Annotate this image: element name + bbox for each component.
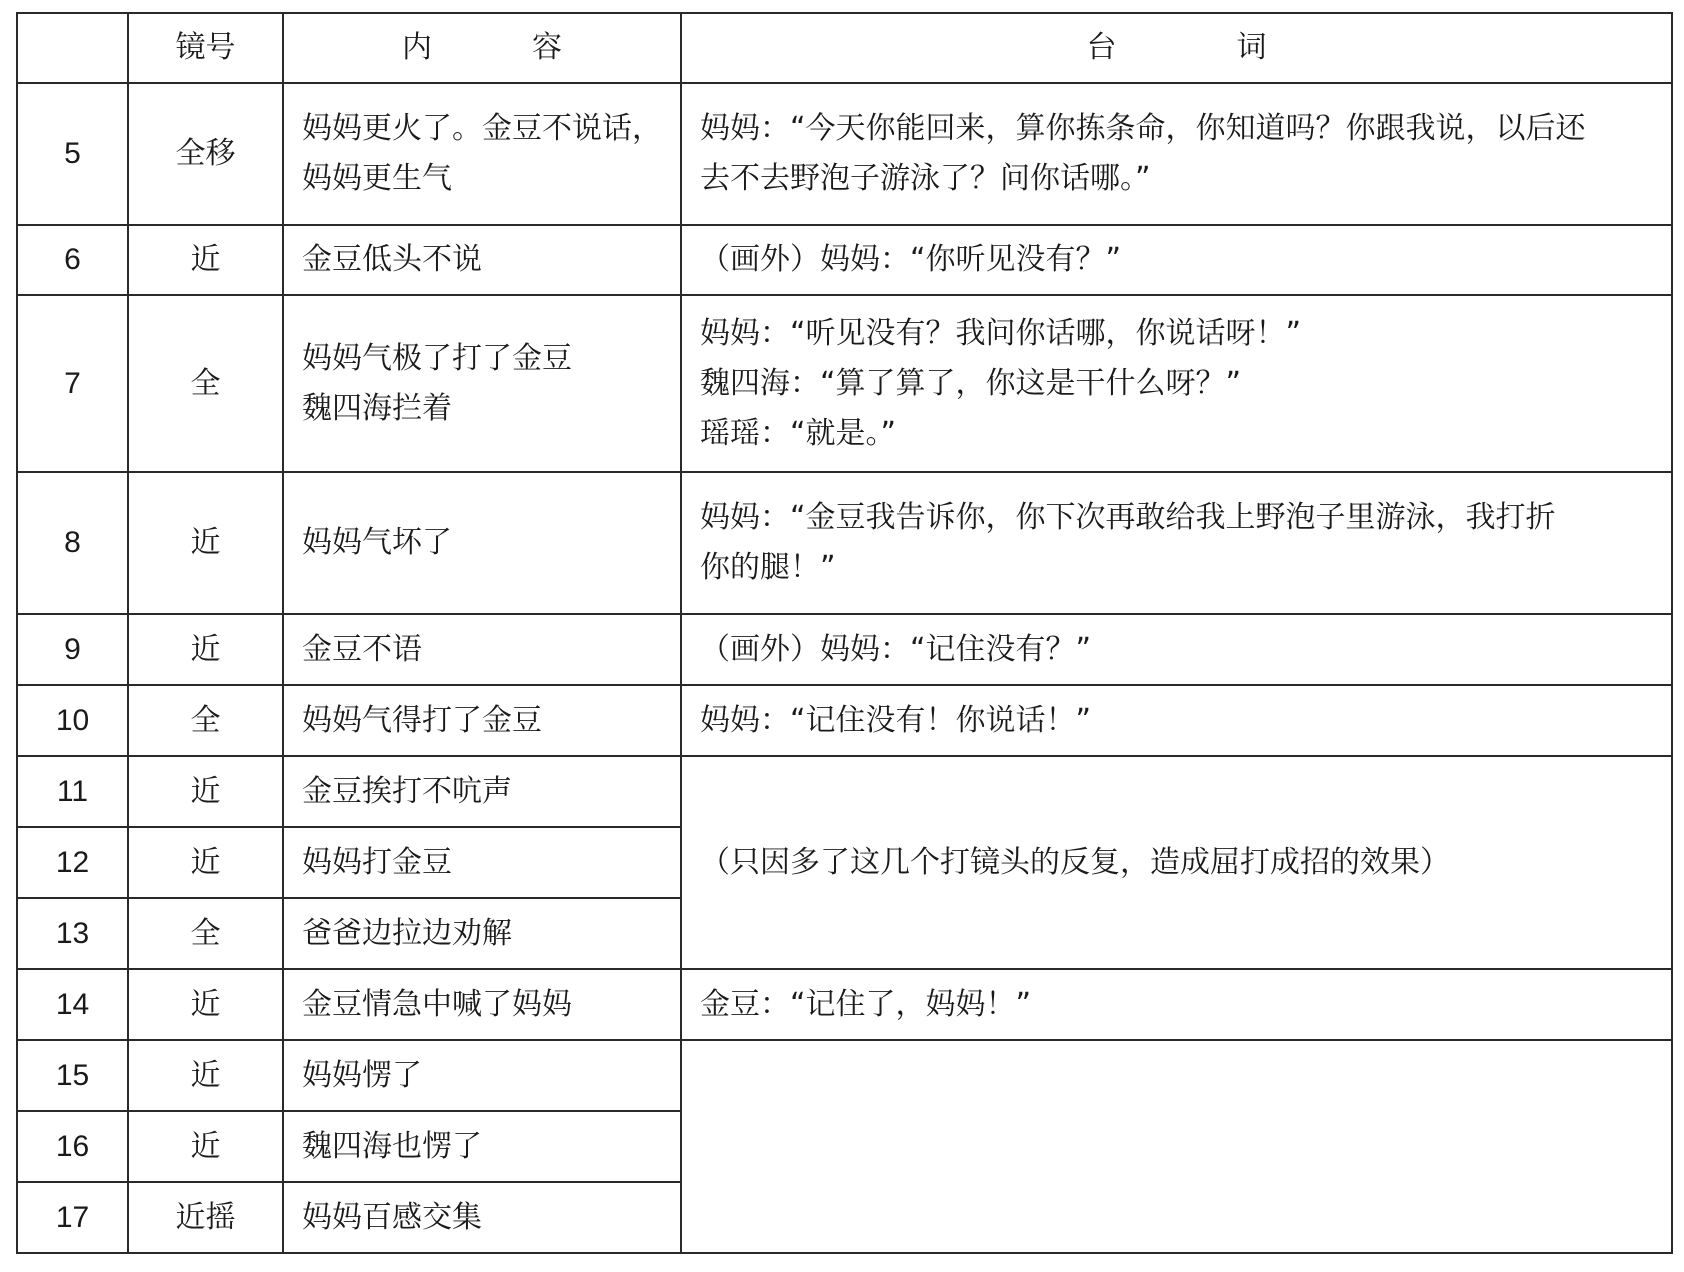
shot-type: 全 [128,295,283,472]
shot-lines [681,685,1672,756]
shot-number: 16 [17,1111,128,1182]
shot-type: 近摇 [128,1182,283,1253]
shot-number: 14 [17,969,128,1040]
shot-type: 近 [128,756,283,827]
table-row [17,1040,1672,1111]
dialogue-line: 魏四海：“算了算了，你这是干什么呀？” [700,365,1242,401]
content-line: 妈妈气得打了金豆 [302,702,542,738]
shot-lines [681,83,1672,225]
shot-number: 9 [17,614,128,685]
shot-content [283,83,681,225]
content-line: 妈妈气坏了 [302,525,452,560]
dialogue-line: 去不去野泡子游泳了？问你话哪。” [700,161,1151,196]
shot-lines [681,614,1672,685]
content-line: 魏四海也愣了 [302,1128,482,1164]
shot-content [283,1040,681,1111]
content-line: 妈妈更生气 [302,161,452,196]
shot-content [283,472,681,614]
shot-lines [681,225,1672,295]
dialogue-line: 瑶瑶：“就是。” [700,415,897,451]
shot-type: 全移 [128,83,283,225]
shot-lines [681,969,1672,1040]
dialogue-line: （画外）妈妈：“记住没有？” [700,631,1092,667]
header-row [17,13,1672,83]
dialogue-line: 金豆：“记住了，妈妈！” [700,986,1032,1022]
shot-type: 近 [128,614,283,685]
header-lines-char-2: 词 [1236,30,1267,65]
shot-type: 近 [128,969,283,1040]
header-lines-char-1: 台 [1086,30,1117,65]
shot-number: 8 [17,472,128,614]
empty-dialogue-cell [681,1040,1672,1253]
shot-number: 5 [17,83,128,225]
dialogue-line: 妈妈：“今天你能回来，算你拣条命，你知道吗？你跟我说，以后还 [700,111,1586,146]
dialogue-line: 你的腿！” [700,550,836,585]
table-row [17,225,1672,295]
shot-content [283,1111,681,1182]
storyboard-table [16,12,1673,1254]
header-content-char-2: 容 [532,30,562,65]
shot-content [283,1182,681,1253]
shot-number: 7 [17,295,128,472]
dialogue-line: （只因多了这几个打镜头的反复，造成屈打成招的效果） [700,844,1450,880]
table-row [17,83,1672,225]
shot-content [283,614,681,685]
shot-number: 6 [17,225,128,295]
header-num [17,13,128,83]
shot-type: 近 [128,1040,283,1111]
shot-type: 全 [128,685,283,756]
shot-content [283,827,681,898]
header-content [283,13,681,83]
shot-number: 17 [17,1182,128,1253]
content-line: 妈妈气极了打了金豆 [302,340,572,376]
table-row [17,295,1672,472]
shot-content [283,898,681,969]
content-line: 妈妈打金豆 [302,844,452,880]
table-row [17,472,1672,614]
shot-content [283,969,681,1040]
dialogue-line: 妈妈：“听见没有？我问你话哪，你说话呀！” [700,315,1302,351]
content-line: 爸爸边拉边劝解 [302,915,512,951]
shot-number: 12 [17,827,128,898]
shot-type: 全 [128,898,283,969]
table-row [17,614,1672,685]
shot-number: 15 [17,1040,128,1111]
table-row [17,685,1672,756]
merged-dialogue-note [681,756,1672,969]
shot-type: 近 [128,827,283,898]
content-line: 金豆挨打不吭声 [302,773,512,809]
header-content-char-1: 内 [402,30,432,65]
content-line: 妈妈愣了 [302,1057,422,1093]
table-row [17,756,1672,827]
content-line: 妈妈更火了。金豆不说话， [302,111,662,146]
shot-number: 13 [17,898,128,969]
shot-content [283,225,681,295]
shot-type: 近 [128,472,283,614]
content-line: 魏四海拦着 [302,390,452,426]
shot-content [283,685,681,756]
shot-number: 11 [17,756,128,827]
shot-type: 近 [128,1111,283,1182]
dialogue-line: 妈妈：“金豆我告诉你，你下次再敢给我上野泡子里游泳，我打折 [700,500,1556,535]
table-row [17,969,1672,1040]
dialogue-line: 妈妈：“记住没有！你说话！” [700,702,1092,738]
shot-lines [681,295,1672,472]
header-lines [681,13,1672,83]
shot-number: 10 [17,685,128,756]
header-shot: 镜号 [128,13,283,83]
content-line: 金豆低头不说 [302,242,482,277]
shot-lines [681,472,1672,614]
content-line: 妈妈百感交集 [302,1199,482,1235]
shot-type: 近 [128,225,283,295]
content-line: 金豆不语 [302,631,422,667]
shot-content [283,295,681,472]
shot-content [283,756,681,827]
dialogue-line: （画外）妈妈：“你听见没有？” [700,242,1122,277]
content-line: 金豆情急中喊了妈妈 [302,986,572,1022]
